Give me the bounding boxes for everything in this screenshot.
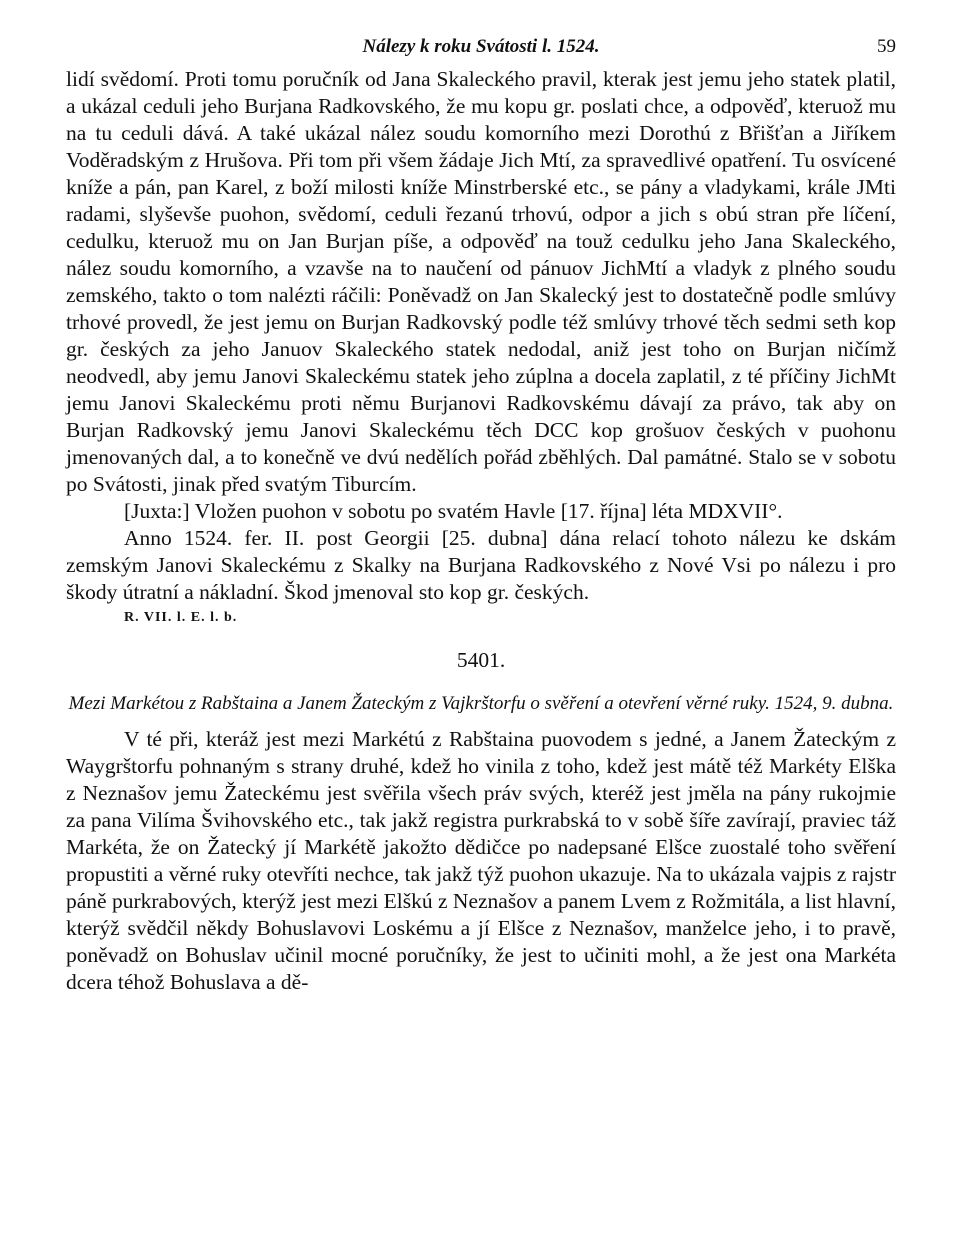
document-number: 5401. [456,648,506,672]
relation-paragraph: Anno 1524. fer. II. post Georgii [25. dubna] dána relací tohoto nálezu ke dskám zemským Janovi Skaleckému z Skalky na Burjana Radkovského z Nové Vsi po nálezu i pro škody útratní a nákladní. Škod jmenoval sto kop gr. českých. [66,526,896,604]
running-head [66,36,896,66]
regest-heading: Mezi Markétou z Rabštaina a Janem Žateckým z Vajkrštorfu o svěření a otevření věrné ruky. 1524, 9. dubna. [68,693,894,714]
juxta-paragraph: [Juxta:] Vložen puohon v sobotu po svatém Havle [17. října] léta MDXVII°. [124,499,783,523]
running-title: Nálezy k roku Svátosti l. 1524. [362,36,600,57]
book-page [66,36,896,996]
page-number: 59 [877,36,896,57]
archival-reference: R. VII. l. E. l. b. [124,610,238,625]
main-paragraph: V té při, kteráž jest mezi Markétú z Rabštaina puovodem s jedné, a Janem Žateckým z Waygrštorfu pohnaným s strany druhé, kdež ho vinila z toho, kdež jest mátě též Markéty Elška z Neznašov jemu Žateckému jest svěřila všech práv svých, kteréž jest jměla na pány rukojmie za pana Vilíma Švihovského etc., tak jakž registra purkrabská to v sobě šíře zavírají, praviec táž Markéta, že on Žatecký jí Markétě jakožto dědičce po nadepsané Elšce zuostalé toho svěření propustiti a věrné ruky otevříti nechce, tak jakž týž puohon ukazuje. Na to ukázala vajpis z rajstr páně purkrabových, kterýž jest mezi Elškú z Neznašov a panem Lvem z Rožmitála, a list hlavní, kterýž svědčil někdy Bohuslavovi Loskému a jí Elšce z Neznašov, manželce jeho, i to pravě, poněvadž on Bohuslav učinil mocné poručníky, že jest to učiniti mohl, a že jest ona Markéta dcera téhož Bohuslava a dě- [66,727,896,994]
continuation-paragraph: lidí svědomí. Proti tomu poručník od Jana Skaleckého pravil, kterak jest jemu jeho statek platil, a ukázal ceduli jeho Burjana Radkovského, že mu kopu gr. poslati chce, a odpověď, kteruož mu na tu ceduli dává. A také ukázal nález soudu komorního mezi Dorothú z Břišťan a Jiříkem Voděradským z Hrušova. Při tom při všem žádaje Jich Mtí, za spravedlivé opatření. Tu osvícené kníže a pán, pan Karel, z boží milosti kníže Minstrberské etc., se pány a vladykami, krále JMti radami, slyševše puohon, svědomí, ceduli řezanú trhovú, odpor a jich s obú stran pře líčení, cedulku, kteruož mu on Jan Burjan píše, a odpověď na touž cedulku jeho Jana Skaleckého, nález soudu komorního, a vzavše na to naučení od pánuov JichMtí a vladyk z plného soudu zemského, takto o tom nalézti ráčili: Poněvadž on Jan Skalecký jest to dostatečně podle smlúvy trhové provedl, že jest jemu on Burjan Radkovský podle též smlúvy trhové těch sedmi seth kop gr. českých za jeho Januov Skaleckého statek nedodal, aniž jest toho on Burjan ničímž neodvedl, aby jemu Janovi Skaleckému statek jeho zúplna a docela zaplatil, z té příčiny JichMt jemu Janovi Skaleckému proti němu Burjanovi Radkovskému dávají za právo, tak aby on Burjan Radkovský jemu Janovi Skaleckému těch DCC kop grošuov českých v puohonu jmenovaných dal, a to konečně ve dvú nedělích pořád zběhlých. Dal památné. Stalo se v sobotu po Svátosti, jinak před svatým Tiburcím. [66,67,896,496]
